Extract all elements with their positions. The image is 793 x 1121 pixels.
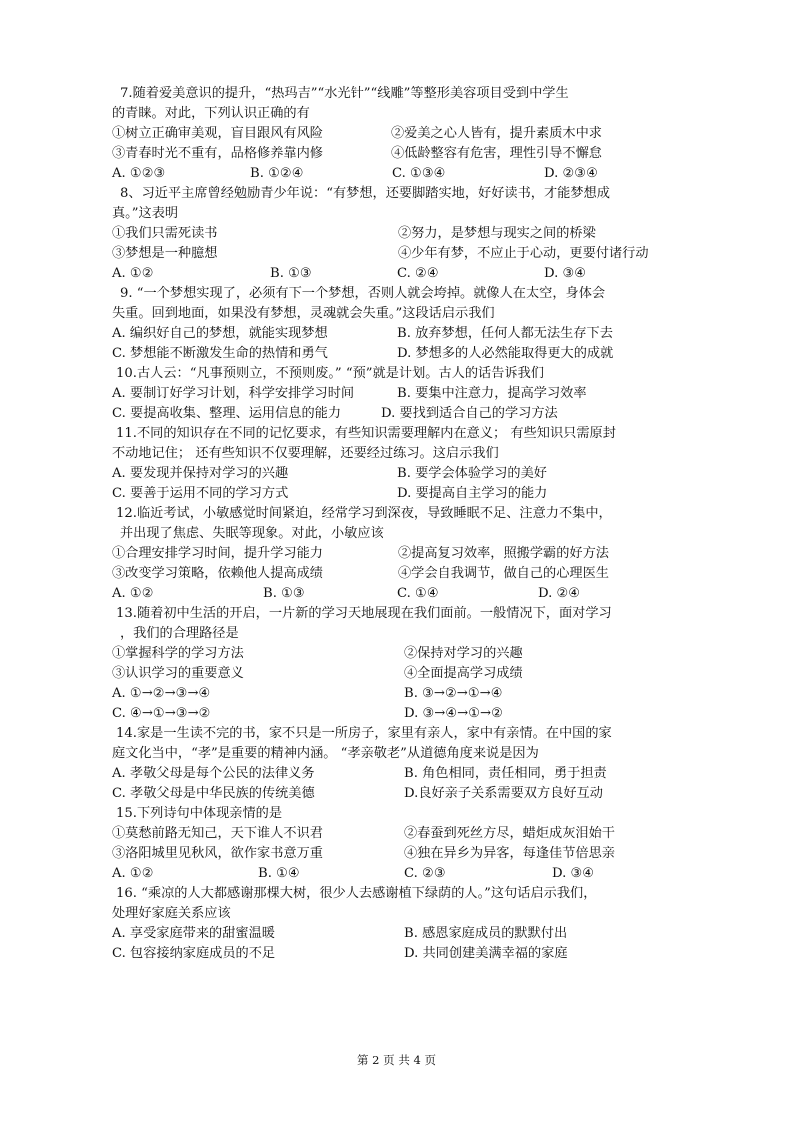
option-d: D. ②④: [538, 586, 581, 601]
option-a: A. 编织好自己的梦想，就能实现梦想: [112, 326, 328, 341]
question-stem-line: 并出现了焦虑、失眠等现象。对此，小敏应该: [120, 526, 384, 541]
option-d: D.良好亲子关系需要双方良好互动: [404, 786, 603, 801]
statement: ③梦想是一种臆想: [112, 246, 218, 261]
question-stem-line: 10.古人云：“凡事预则立，不预则废。” “预”就是计划。古人的话告诉我们: [116, 366, 544, 381]
option-b: B. 角色相同，责任相同，勇于担责: [404, 766, 607, 781]
statement: ②努力，是梦想与现实之间的桥梁: [398, 226, 596, 241]
option-c: C. 要提高收集、整理、运用信息的能力: [112, 406, 342, 421]
question-stem-line: 16. “乘凉的人大都感谢那棵大树，很少人去感谢植下绿荫的人。”这句话启示我们，: [116, 886, 597, 901]
option-d: D. ②③④: [544, 166, 598, 181]
option-a: A. ①②: [112, 866, 154, 881]
option-c: C. ④→①→③→②: [112, 706, 211, 721]
option-a: A. 要发现并保持对学习的兴趣: [112, 466, 289, 481]
option-c: C. ①③④: [392, 166, 446, 181]
statement: ①我们只需死读书: [112, 226, 218, 241]
option-b: B. ①②④: [250, 166, 304, 181]
question-stem-line: ，我们的合理路径是: [120, 626, 239, 641]
question-stem-line: 13.随着初中生活的开启，一片新的学习天地展现在我们面前。一般情况下，面对学习: [116, 606, 612, 621]
option-c: C. ②④: [397, 266, 439, 281]
question-stem-line: 庭文化当中，“孝”是重要的精神内涵。 “孝亲敬老”从道德角度来说是因为: [112, 746, 539, 761]
statement: ①莫愁前路无知己，天下谁人不识君: [112, 826, 323, 841]
option-b: B. 感恩家庭成员的默默付出: [404, 926, 568, 941]
option-d: D. 要提高自主学习的能力: [397, 486, 548, 501]
question-stem-line: 9. “一个梦想实现了，必须有下一个梦想，否则人就会垮掉。就像人在太空，身体会: [120, 286, 606, 301]
option-c: C. ①④: [397, 586, 439, 601]
statement: ②爱美之心人皆有，提升素质木中求: [391, 126, 602, 141]
question-stem-line: 的青睐。对此，下列认识正确的有: [112, 106, 310, 121]
question-stem-line: 14.家是一生读不完的书，家不只是一所房子，家里有亲人，家中有亲情。在中国的家: [116, 726, 612, 741]
statement: ③改变学习策略，依赖他人提高成绩: [112, 566, 323, 581]
option-c: C. 包容接纳家庭成员的不足: [112, 946, 276, 961]
statement: ③青春时光不重有，品格修养靠内修: [112, 146, 323, 161]
statement: ③认识学习的重要意义: [112, 666, 244, 681]
option-a: A. 享受家庭带来的甜蜜温暖: [112, 926, 275, 941]
option-d: D. ③④: [552, 866, 595, 881]
statement: ④独在异乡为异客，每逢佳节倍思亲: [404, 846, 615, 861]
option-b: B. ①③: [263, 586, 305, 601]
question-stem-line: 8、习近平主席曾经勉励青少年说：“有梦想，还要脚踏实地，好好读书，才能梦想成: [120, 186, 610, 201]
question-stem-line: 处理好家庭关系应该: [112, 906, 231, 921]
option-d: D. 梦想多的人必然能取得更大的成就: [397, 346, 614, 361]
option-a: A. ①②: [112, 586, 154, 601]
option-d: D. ③④: [544, 266, 587, 281]
option-b: B. 要集中注意力，提高学习效率: [397, 386, 587, 401]
statement: ④低龄整容有危害，理性引导不懈怠: [391, 146, 602, 161]
option-b: B. ③→②→①→④: [404, 686, 503, 701]
question-stem-line: 真。”这表明: [112, 206, 179, 221]
option-b: B. ①③: [270, 266, 312, 281]
option-b: B. ①④: [258, 866, 300, 881]
option-a: A. 要制订好学习计划，科学安排学习时间: [112, 386, 355, 401]
statement: ④全面提高学习成绩: [404, 666, 523, 681]
option-a: A. ①→②→③→④: [112, 686, 211, 701]
statement: ④学会自我调节，做自己的心理医生: [398, 566, 609, 581]
option-c: C. 要善于运用不同的学习方式: [112, 486, 289, 501]
option-a: A. ①②: [112, 266, 154, 281]
question-stem-line: 不动地记住； 还有些知识不仅要理解，还要经过练习。这启示我们: [112, 446, 499, 461]
option-a: A. ①②③: [112, 166, 166, 181]
option-d: D. 共同创建美满幸福的家庭: [404, 946, 568, 961]
statement: ②保持对学习的兴趣: [404, 646, 523, 661]
statement: ①掌握科学的学习方法: [112, 646, 244, 661]
question-stem-line: 失重。回到地面，如果没有梦想，灵魂就会失重。”这段话启示我们: [112, 306, 495, 321]
option-d: D. 要找到适合自己的学习方法: [381, 406, 558, 421]
statement: ①合理安排学习时间，提升学习能力: [112, 546, 323, 561]
option-c: C. 梦想能不断激发生命的热情和勇气: [112, 346, 328, 361]
option-d: D. ③→④→①→②: [404, 706, 503, 721]
page-number-footer: 第 2 页 共 4 页: [357, 1053, 436, 1067]
question-stem-line: 11.不同的知识存在不同的记忆要求，有些知识需要理解内在意义； 有些知识只需原封: [116, 426, 616, 441]
statement: ①树立正确审美观，盲目跟风有风险: [112, 126, 323, 141]
option-c: C. 孝敬父母是中华民族的传统美德: [112, 786, 315, 801]
option-a: A. 孝敬父母是每个公民的法律义务: [112, 766, 315, 781]
statement: ②春蚕到死丝方尽，蜡炬成灰泪始干: [404, 826, 615, 841]
question-stem-line: 7.随着爱美意识的提升，“热玛吉”“水光针”“线雕”等整形美容项目受到中学生: [120, 86, 569, 101]
question-stem-line: 15.下列诗句中体现亲情的是: [116, 806, 283, 821]
statement: ④少年有梦，不应止于心动，更要付诸行动: [398, 246, 649, 261]
option-c: C. ②③: [404, 866, 446, 881]
statement: ③洛阳城里见秋风，欲作家书意万重: [112, 846, 323, 861]
question-stem-line: 12.临近考试，小敏感觉时间紧迫，经常学习到深夜，导致睡眠不足、注意力不集中，: [116, 506, 612, 521]
statement: ②提高复习效率，照搬学霸的好方法: [398, 546, 609, 561]
option-b: B. 要学会体验学习的美好: [397, 466, 547, 481]
option-b: B. 放弃梦想，任何人都无法生存下去: [397, 326, 613, 341]
